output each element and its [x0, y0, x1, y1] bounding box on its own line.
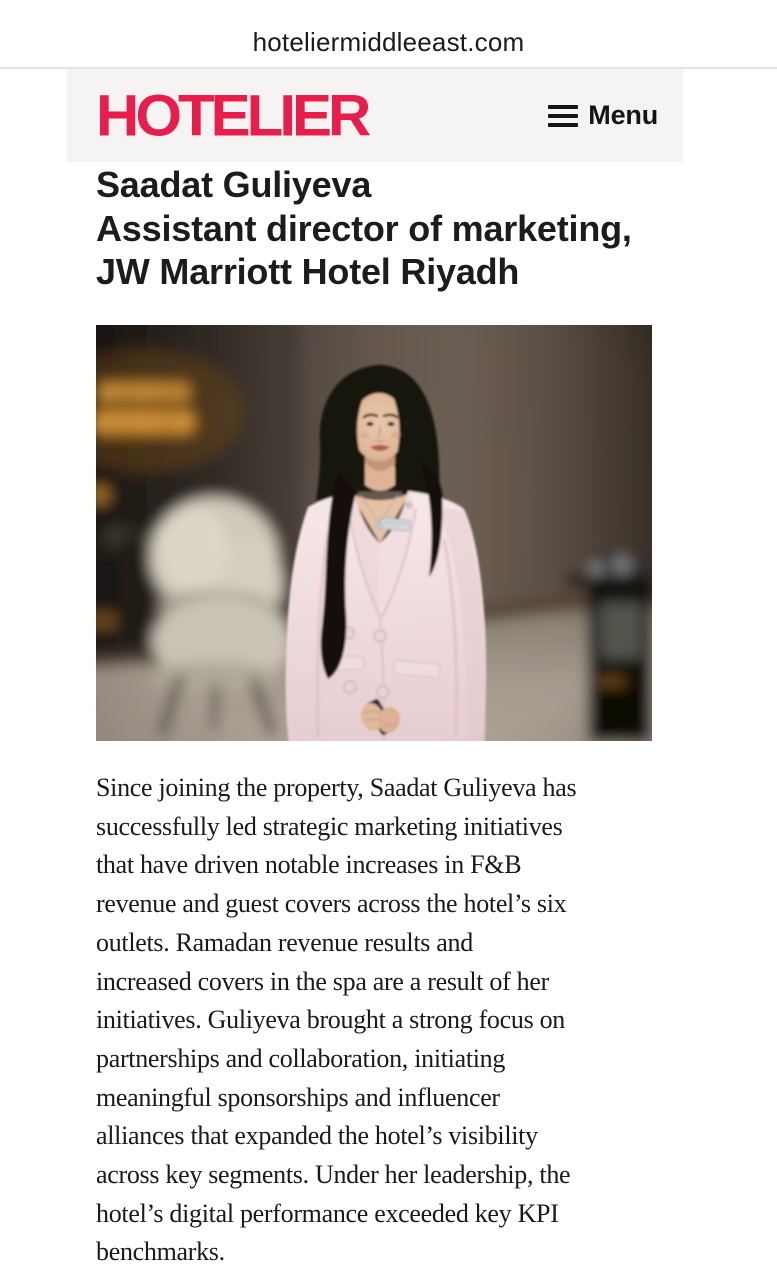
article-body-line: successfully led strategic marketing initiatives	[96, 811, 563, 841]
article-body-line: initiatives. Guliyeva brought a strong focus on	[96, 1005, 565, 1035]
article-body-line: across key segments. Under her leadership, the	[96, 1160, 571, 1190]
site-header	[67, 69, 683, 162]
article-body-line: revenue and guest covers across the hotel’s six	[96, 889, 567, 919]
address-bar-url[interactable]: hoteliermiddleeast.com	[252, 27, 525, 57]
article-body-line: meaningful sponsorships and influencer	[96, 1082, 500, 1112]
article-body-line: benchmarks.	[96, 1237, 225, 1267]
menu-button[interactable]	[548, 100, 658, 131]
page-title	[96, 163, 632, 294]
hamburger-menu-icon	[548, 105, 578, 127]
browser-address-bar[interactable]	[0, 0, 777, 67]
article-title-line: Saadat Guliyeva	[96, 164, 372, 205]
article-body-line: alliances that expanded the hotel’s visibility	[96, 1121, 538, 1151]
site-logo[interactable]: HOTELIER	[96, 82, 368, 148]
article-body-line: partnerships and collaboration, initiating	[96, 1043, 506, 1073]
article-body-line: outlets. Ramadan revenue results and	[96, 927, 473, 957]
menu-button-label: Menu	[588, 100, 658, 130]
article-body-line: that have driven notable increases in F&B	[96, 850, 522, 880]
article-body-line: increased covers in the spa are a result of her	[96, 966, 549, 996]
article-title-line: JW Marriott Hotel Riyadh	[96, 251, 520, 292]
article-body	[96, 769, 576, 1272]
hero-image-svg	[96, 325, 652, 741]
article-hero-image	[96, 325, 652, 741]
article-title-line: Assistant director of marketing,	[96, 207, 632, 249]
article-body-line: Since joining the property, Saadat Guliyeva has	[96, 773, 577, 802]
article-body-line: hotel’s digital performance exceeded key KPI	[96, 1198, 559, 1228]
